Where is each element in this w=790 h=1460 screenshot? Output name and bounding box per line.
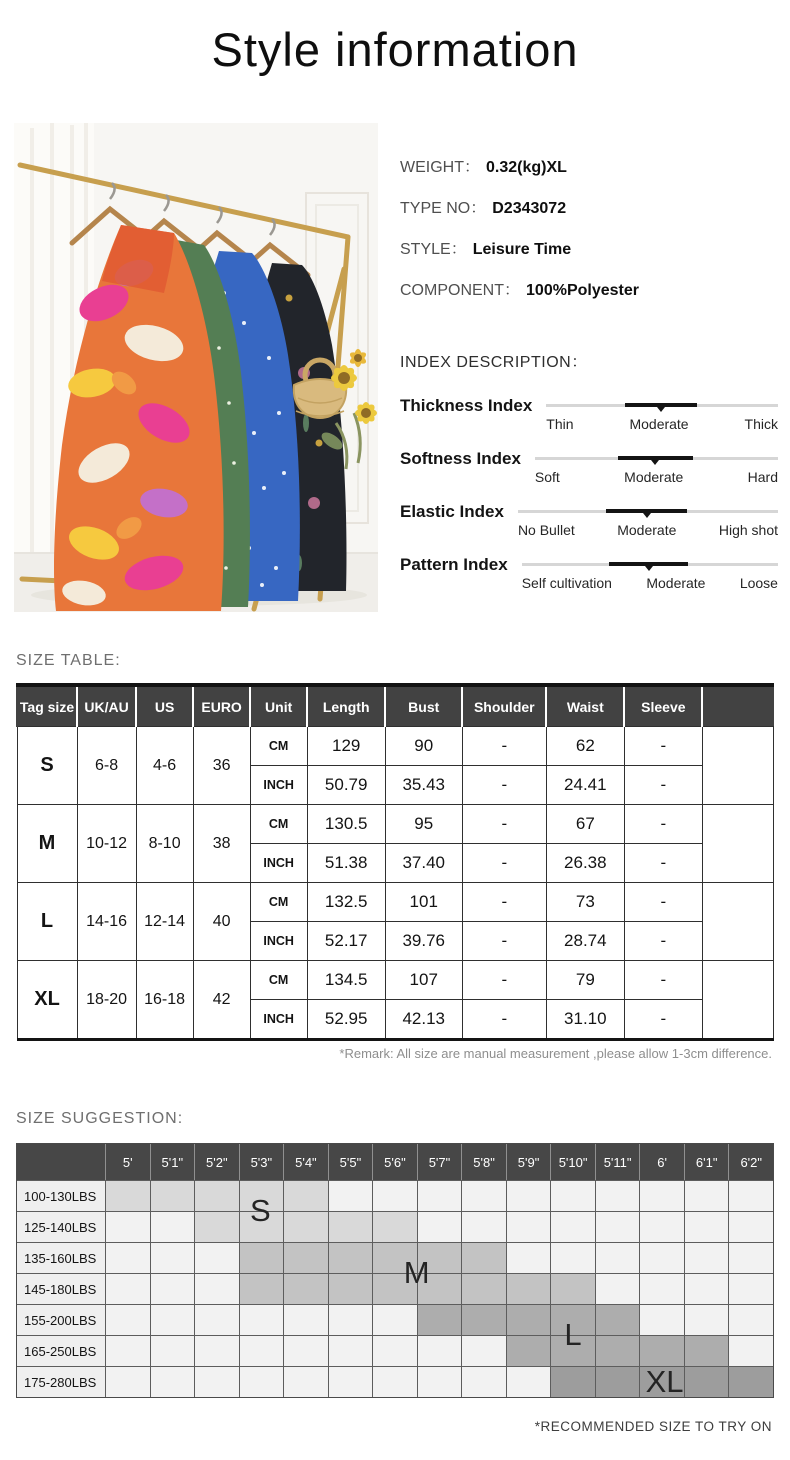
size-suggestion-chart — [16, 1143, 774, 1398]
suggestion-cell — [328, 1335, 373, 1366]
slider-option-label: High shot — [718, 522, 778, 538]
suggestion-cell — [550, 1211, 595, 1242]
size-table-cell: - — [462, 727, 546, 766]
size-table-body — [17, 727, 774, 1040]
size-table-cell: 42 — [193, 961, 250, 1040]
slider-option-label: Thin — [546, 416, 574, 432]
product-info — [400, 159, 780, 323]
size-table-cell: 50.79 — [307, 766, 385, 805]
info-label: WEIGHT： — [400, 159, 480, 176]
size-table-cell: 4-6 — [136, 727, 193, 805]
suggestion-corner-cell — [17, 1144, 105, 1180]
slider-option-label: Thick — [744, 416, 778, 432]
size-letter: M — [403, 1255, 430, 1290]
suggestion-cell — [372, 1211, 417, 1242]
size-table-heading: SIZE TABLE: — [16, 652, 121, 669]
suggestion-cell — [283, 1242, 328, 1273]
size-table-cell: 73 — [546, 883, 624, 922]
slider-value-segment — [606, 509, 687, 513]
suggestion-cell — [639, 1180, 684, 1211]
size-suggestion-heading: SIZE SUGGESTION: — [16, 1110, 184, 1127]
suggestion-cell — [550, 1304, 595, 1335]
suggestion-cell — [506, 1304, 551, 1335]
suggestion-cell — [105, 1211, 150, 1242]
suggestion-cell — [194, 1211, 239, 1242]
suggestion-cell — [417, 1180, 462, 1211]
suggestion-cell — [283, 1180, 328, 1211]
suggestion-cell — [550, 1273, 595, 1304]
size-table-cell: - — [624, 922, 702, 961]
suggestion-cell — [150, 1335, 195, 1366]
slider-options — [546, 416, 778, 432]
size-table-header-cell: Bust — [385, 685, 462, 727]
info-label: TYPE NO： — [400, 200, 487, 217]
slider-value-segment — [618, 456, 693, 460]
index-row — [400, 555, 778, 591]
size-table-unit-cell: INCH — [250, 1000, 307, 1040]
suggestion-cell — [684, 1335, 729, 1366]
suggestion-cell — [372, 1366, 417, 1397]
size-table-cell: 129 — [307, 727, 385, 766]
height-header-cell: 5'6" — [372, 1144, 417, 1180]
slider-option-label: Soft — [534, 469, 560, 485]
size-table-cell: 10-12 — [77, 805, 136, 883]
size-table-header-cell: Tag size — [17, 685, 77, 727]
suggestion-cell — [728, 1366, 773, 1397]
size-table-header-cell: Waist — [546, 685, 624, 727]
suggestion-cell — [506, 1242, 551, 1273]
suggestion-cell — [328, 1242, 373, 1273]
size-table-cell: 90 — [385, 727, 462, 766]
size-table-cell: - — [462, 844, 546, 883]
suggestion-cell — [684, 1273, 729, 1304]
suggestion-cell — [639, 1366, 684, 1397]
slider-option-label: Self cultivation — [521, 575, 612, 591]
size-table-cell — [702, 727, 773, 805]
suggestion-cell — [550, 1180, 595, 1211]
suggestion-cell — [283, 1335, 328, 1366]
size-table-cell: M — [17, 805, 77, 883]
suggestion-cell — [194, 1366, 239, 1397]
suggestion-cell — [417, 1366, 462, 1397]
suggestion-cell — [372, 1335, 417, 1366]
size-table-cell: 42.13 — [385, 1000, 462, 1040]
index-slider — [522, 555, 778, 591]
suggestion-cell — [461, 1180, 506, 1211]
size-table-cell: - — [462, 766, 546, 805]
index-slider — [546, 396, 778, 432]
info-value: D2343072 — [492, 200, 567, 217]
weight-label-cell: 100-130LBS — [17, 1180, 105, 1211]
size-table-cell: - — [624, 1000, 702, 1040]
size-table-cell: 35.43 — [385, 766, 462, 805]
suggestion-cell — [283, 1273, 328, 1304]
suggestion-cell — [684, 1304, 729, 1335]
height-header-cell: 5'8" — [461, 1144, 506, 1180]
suggestion-cell — [372, 1180, 417, 1211]
suggestion-cell — [461, 1335, 506, 1366]
suggestion-cell — [550, 1242, 595, 1273]
weight-label-cell: 155-200LBS — [17, 1304, 105, 1335]
info-value: 100%Polyester — [526, 282, 639, 299]
product-info-line — [400, 200, 780, 218]
suggestion-cell — [239, 1242, 284, 1273]
suggestion-cell — [639, 1273, 684, 1304]
suggestion-cell — [194, 1242, 239, 1273]
suggestion-cell — [105, 1335, 150, 1366]
product-info-line — [400, 241, 780, 259]
slider-option-label: No Bullet — [517, 522, 575, 538]
size-table-cell: 37.40 — [385, 844, 462, 883]
slider-options — [522, 575, 778, 591]
size-table-cell: 62 — [546, 727, 624, 766]
slider-option-label: Moderate — [646, 575, 706, 591]
suggestion-cell — [728, 1180, 773, 1211]
suggestion-cell — [506, 1211, 551, 1242]
size-table-cell: 95 — [385, 805, 462, 844]
suggestion-cell — [595, 1242, 640, 1273]
size-table-header-cell: US — [136, 685, 193, 727]
height-header-cell: 5'4" — [283, 1144, 328, 1180]
suggestion-cell — [684, 1180, 729, 1211]
suggestion-cell — [728, 1211, 773, 1242]
index-description — [400, 349, 778, 608]
slider-value-segment — [625, 403, 697, 407]
size-table-cell: 107 — [385, 961, 462, 1000]
suggestion-cell — [684, 1366, 729, 1397]
slider-option-label: Moderate — [617, 522, 677, 538]
size-table-cell: 134.5 — [307, 961, 385, 1000]
suggestion-cell — [417, 1335, 462, 1366]
size-letter: S — [249, 1193, 271, 1228]
slider-marker-icon — [645, 566, 653, 571]
size-table-cell: 39.76 — [385, 922, 462, 961]
suggestion-cell — [150, 1366, 195, 1397]
size-table-cell: - — [462, 805, 546, 844]
slider-marker-icon — [643, 513, 651, 518]
size-table-cell: 38 — [193, 805, 250, 883]
suggestion-cell — [328, 1273, 373, 1304]
suggestion-cell — [595, 1273, 640, 1304]
weight-label-cell: 125-140LBS — [17, 1211, 105, 1242]
size-table-cell: 18-20 — [77, 961, 136, 1040]
suggestion-cell — [283, 1366, 328, 1397]
size-table-cell: - — [462, 922, 546, 961]
suggestion-cell — [239, 1211, 284, 1242]
index-slider — [535, 449, 778, 485]
size-table-cell: - — [624, 727, 702, 766]
size-table-unit-cell: CM — [250, 961, 307, 1000]
size-table-cell: 130.5 — [307, 805, 385, 844]
height-header-cell: 5'9" — [506, 1144, 551, 1180]
index-description-heading: INDEX DESCRIPTION： — [400, 354, 588, 371]
slider-option-label: Moderate — [629, 416, 689, 432]
size-table-cell: 6-8 — [77, 727, 136, 805]
size-table-unit-cell: CM — [250, 727, 307, 766]
suggestion-cell — [283, 1304, 328, 1335]
size-table-cell: - — [624, 766, 702, 805]
size-table-row — [17, 805, 774, 844]
size-table-header-cell: Sleeve — [624, 685, 702, 727]
suggestion-cell — [728, 1304, 773, 1335]
index-label: Pattern Index — [400, 555, 508, 574]
size-table-header-cell: Unit — [250, 685, 307, 727]
height-header-cell: 5' — [105, 1144, 150, 1180]
size-table — [16, 683, 774, 1041]
size-table-header-cell: UK/AU — [77, 685, 136, 727]
suggestion-cell — [417, 1304, 462, 1335]
size-table-cell: 14-16 — [77, 883, 136, 961]
suggestion-cell — [194, 1304, 239, 1335]
suggestion-cell — [328, 1211, 373, 1242]
size-table-cell: 24.41 — [546, 766, 624, 805]
size-table-row — [17, 883, 774, 922]
suggestion-cell — [372, 1304, 417, 1335]
size-table-unit-cell: CM — [250, 805, 307, 844]
index-label: Elastic Index — [400, 502, 504, 521]
suggestion-cell — [595, 1211, 640, 1242]
size-table-cell: 132.5 — [307, 883, 385, 922]
suggestion-cell — [550, 1335, 595, 1366]
size-table-cell: L — [17, 883, 77, 961]
suggestion-cell — [150, 1180, 195, 1211]
size-table-cell: 51.38 — [307, 844, 385, 883]
index-label: Thickness Index — [400, 396, 533, 415]
suggestion-cell — [239, 1335, 284, 1366]
suggestion-cell — [461, 1242, 506, 1273]
suggestion-cell — [461, 1211, 506, 1242]
size-table-cell: S — [17, 727, 77, 805]
index-row — [400, 396, 778, 432]
slider-track — [522, 563, 778, 566]
size-table-cell: 101 — [385, 883, 462, 922]
suggestion-cell — [194, 1335, 239, 1366]
size-table-cell — [702, 805, 773, 883]
suggestion-cell — [239, 1304, 284, 1335]
size-suggestion-footnote: *RECOMMENDED SIZE TO TRY ON — [534, 1419, 772, 1434]
size-table-header-cell: Shoulder — [462, 685, 546, 727]
suggestion-cell — [595, 1335, 640, 1366]
slider-options — [518, 522, 778, 538]
suggestion-cell — [417, 1273, 462, 1304]
size-table-cell: 67 — [546, 805, 624, 844]
height-header-cell: 5'7" — [417, 1144, 462, 1180]
size-table-header-cell: Length — [307, 685, 385, 727]
suggestion-cell — [239, 1180, 284, 1211]
suggestion-cell — [239, 1366, 284, 1397]
suggestion-cell — [194, 1273, 239, 1304]
height-header-cell: 6' — [639, 1144, 684, 1180]
suggestion-cell — [684, 1242, 729, 1273]
size-table-cell: 31.10 — [546, 1000, 624, 1040]
suggestion-cell — [461, 1366, 506, 1397]
size-table-unit-cell: INCH — [250, 844, 307, 883]
slider-option-label: Loose — [739, 575, 778, 591]
size-table-cell: - — [624, 844, 702, 883]
size-table-remark: *Remark: All size are manual measurement ,please allow 1-3cm difference. — [339, 1046, 772, 1061]
suggestion-cell — [105, 1366, 150, 1397]
size-table-cell — [702, 883, 773, 961]
weight-label-cell: 175-280LBS — [17, 1366, 105, 1397]
index-rows — [400, 396, 778, 591]
slider-track — [535, 457, 778, 460]
suggestion-cell — [150, 1242, 195, 1273]
size-table-cell: 52.95 — [307, 1000, 385, 1040]
suggestion-cell — [595, 1180, 640, 1211]
suggestion-cell — [595, 1366, 640, 1397]
suggestion-cell — [728, 1242, 773, 1273]
suggestion-cell — [639, 1304, 684, 1335]
suggestion-cell — [684, 1211, 729, 1242]
slider-marker-icon — [657, 407, 665, 412]
weight-label-cell: 145-180LBS — [17, 1273, 105, 1304]
suggestion-cell — [105, 1242, 150, 1273]
info-value: Leisure Time — [472, 241, 572, 258]
product-info-line — [400, 282, 780, 300]
product-photo — [14, 123, 378, 612]
size-table-cell: - — [624, 883, 702, 922]
suggestion-cell — [461, 1273, 506, 1304]
suggestion-cell — [506, 1366, 551, 1397]
height-header-cell: 5'5" — [328, 1144, 373, 1180]
index-row — [400, 502, 778, 538]
size-table-cell: - — [462, 961, 546, 1000]
height-header-cell: 6'2" — [728, 1144, 773, 1180]
size-table-cell: 52.17 — [307, 922, 385, 961]
suggestion-cell — [105, 1304, 150, 1335]
height-header-cell: 5'10" — [550, 1144, 595, 1180]
size-table-unit-cell: INCH — [250, 766, 307, 805]
size-table-unit-cell: CM — [250, 883, 307, 922]
size-table-cell: 16-18 — [136, 961, 193, 1040]
weight-label-cell: 135-160LBS — [17, 1242, 105, 1273]
suggestion-cell — [461, 1304, 506, 1335]
suggestion-cell — [595, 1304, 640, 1335]
size-table-header-row — [17, 685, 774, 727]
index-slider — [518, 502, 778, 538]
suggestion-cell — [150, 1304, 195, 1335]
slider-options — [535, 469, 778, 485]
suggestion-cell — [417, 1211, 462, 1242]
suggestion-cell — [194, 1180, 239, 1211]
suggestion-cell — [150, 1211, 195, 1242]
suggestion-cell — [639, 1211, 684, 1242]
suggestion-cell — [639, 1242, 684, 1273]
suggestion-cell — [550, 1366, 595, 1397]
product-info-line — [400, 159, 780, 177]
size-suggestion-grid — [16, 1143, 774, 1398]
suggestion-cell — [150, 1273, 195, 1304]
index-label: Softness Index — [400, 449, 521, 468]
size-letter: XL — [645, 1363, 684, 1399]
size-table-header — [17, 685, 774, 727]
suggestion-cell — [728, 1335, 773, 1366]
height-header-cell: 5'2" — [194, 1144, 239, 1180]
size-table-cell: - — [462, 883, 546, 922]
suggestion-cell — [328, 1304, 373, 1335]
size-table-cell: 12-14 — [136, 883, 193, 961]
size-table-row — [17, 961, 774, 1000]
height-header-cell: 5'11" — [595, 1144, 640, 1180]
size-table-header-cell: EURO — [193, 685, 250, 727]
suggestion-cell — [105, 1180, 150, 1211]
size-table-cell — [702, 961, 773, 1040]
size-table-row — [17, 727, 774, 766]
weight-label-cell: 165-250LBS — [17, 1335, 105, 1366]
info-label: STYLE： — [400, 241, 467, 258]
size-letter: L — [564, 1317, 582, 1352]
slider-track — [518, 510, 778, 513]
size-table-cell: 8-10 — [136, 805, 193, 883]
suggestion-cell — [239, 1273, 284, 1304]
size-table-cell: 79 — [546, 961, 624, 1000]
size-table-cell: 26.38 — [546, 844, 624, 883]
info-value: 0.32(kg)XL — [486, 159, 567, 176]
suggestion-cell — [417, 1242, 462, 1273]
height-header-cell: 6'1" — [684, 1144, 729, 1180]
suggestion-cell — [639, 1335, 684, 1366]
size-table-unit-cell: INCH — [250, 922, 307, 961]
slider-option-label: Hard — [747, 469, 778, 485]
suggestion-cell — [372, 1242, 417, 1273]
suggestion-cell — [506, 1180, 551, 1211]
suggestion-cell — [328, 1366, 373, 1397]
suggestion-cell — [506, 1273, 551, 1304]
slider-option-label: Moderate — [624, 469, 684, 485]
slider-value-segment — [609, 562, 688, 566]
size-table-cell: - — [624, 961, 702, 1000]
suggestion-cell — [506, 1335, 551, 1366]
suggestion-cell — [728, 1273, 773, 1304]
height-header-cell: 5'3" — [239, 1144, 284, 1180]
suggestion-cell — [283, 1211, 328, 1242]
size-table-cell: 40 — [193, 883, 250, 961]
size-table-cell: 36 — [193, 727, 250, 805]
info-label: COMPONENT： — [400, 282, 521, 299]
page-title: Style information — [211, 23, 579, 76]
slider-marker-icon — [651, 460, 659, 465]
height-header-cell: 5'1" — [150, 1144, 195, 1180]
size-table-cell: - — [624, 805, 702, 844]
suggestion-cell — [105, 1273, 150, 1304]
size-table-cell: 28.74 — [546, 922, 624, 961]
index-row — [400, 449, 778, 485]
size-table-header-cell — [702, 685, 773, 727]
suggestion-cell — [372, 1273, 417, 1304]
size-table-cell: XL — [17, 961, 77, 1040]
size-table-cell: - — [462, 1000, 546, 1040]
suggestion-cell — [328, 1180, 373, 1211]
slider-track — [546, 404, 778, 407]
